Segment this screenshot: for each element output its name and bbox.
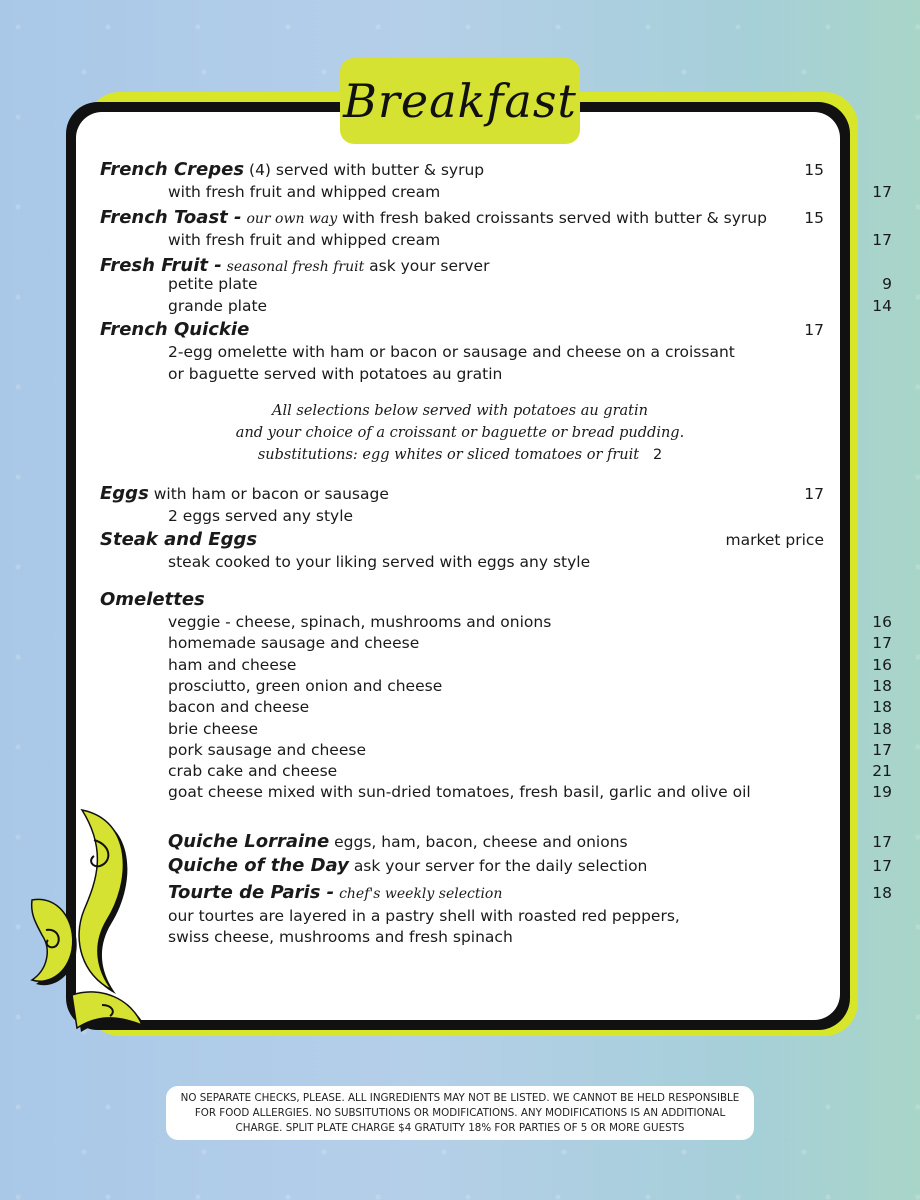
- item-price: 18: [872, 884, 892, 902]
- disclaimer-box: [166, 1086, 754, 1140]
- disclaimer-line: CHARGE. SPLIT PLATE CHARGE $4 GRATUITY 18% FOR PARTIES OF 5 OR MORE GUESTS: [235, 1122, 685, 1134]
- item-name: Eggs: [100, 483, 149, 504]
- item-script: seasonal fresh fruit: [226, 259, 365, 275]
- omelette-item: [100, 719, 892, 739]
- omelette-label: brie cheese: [168, 719, 259, 738]
- item-desc: ask your server for the daily selection: [353, 857, 648, 875]
- omelette-price: 18: [872, 698, 892, 717]
- omelettes-heading: [100, 590, 824, 610]
- omelette-item: [100, 655, 892, 675]
- omelette-label: crab cake and cheese: [168, 762, 338, 781]
- omelette-label: pork sausage and cheese: [168, 740, 366, 759]
- item-name: Steak and Eggs: [100, 529, 258, 550]
- substitutions-price: 2: [652, 447, 663, 463]
- item-script: chef's weekly selection: [339, 886, 503, 902]
- item-desc: (4) served with butter & syrup: [249, 161, 485, 179]
- menu-subitem: [100, 296, 892, 316]
- menu-item-french-toast: [100, 208, 824, 229]
- item-description-line: swiss cheese, mushrooms and fresh spinach: [168, 928, 513, 946]
- menu-item-quiche-of-the-day: [100, 856, 892, 876]
- item-name: Fresh Fruit -: [100, 255, 222, 276]
- menu-subitem: [100, 274, 892, 294]
- item-description-line: or baguette served with potatoes au gratin: [168, 365, 503, 383]
- menu-item-tourte-de-paris: [100, 883, 892, 904]
- item-desc: ask your server: [369, 257, 490, 275]
- item-description-line: our tourtes are layered in a pastry shell with roasted red peppers,: [168, 907, 680, 925]
- item-description-line: 2 eggs served any style: [168, 507, 354, 525]
- menu-subitem: [100, 182, 892, 202]
- selection-note-substitutions: [180, 444, 740, 466]
- selection-note-line: All selections below served with potatoes au gratin: [272, 403, 648, 419]
- item-price: 17: [804, 485, 824, 503]
- fleur-de-lis-ornament: [12, 800, 162, 1040]
- omelette-label: prosciutto, green onion and cheese: [168, 676, 443, 695]
- omelette-label: bacon and cheese: [168, 698, 310, 717]
- substitutions-text: substitutions: egg whites or sliced tomatoes or fruit: [257, 447, 640, 463]
- item-name: French Quickie: [100, 319, 250, 340]
- item-name: Tourte de Paris -: [168, 882, 335, 903]
- omelette-item: [100, 633, 892, 653]
- subitem-price: 17: [872, 183, 892, 201]
- item-name: French Crepes: [100, 159, 245, 180]
- omelette-item: [100, 761, 892, 781]
- subitem-price: 9: [882, 275, 892, 293]
- section-heading: Omelettes: [100, 589, 205, 610]
- page-title: Breakfast: [343, 74, 577, 128]
- item-description-line: steak cooked to your liking served with eggs any style: [168, 553, 591, 571]
- item-script: our own way: [246, 211, 338, 227]
- item-name: Quiche Lorraine: [168, 831, 330, 852]
- omelette-item: [100, 612, 892, 632]
- disclaimer-line: FOR FOOD ALLERGIES. NO SUBSITUTIONS OR MODIFICATIONS. ANY MODIFICATIONS IS AN ADDITIONAL: [194, 1107, 726, 1119]
- subitem-label: with fresh fruit and whipped cream: [168, 183, 441, 201]
- omelette-item: [100, 697, 892, 717]
- title-tab: [340, 58, 580, 144]
- selection-note-line: and your choice of a croissant or baguette or bread pudding.: [235, 425, 685, 441]
- menu-item-eggs: [100, 484, 824, 504]
- omelette-label: homemade sausage and cheese: [168, 634, 420, 653]
- item-desc: eggs, ham, bacon, cheese and onions: [334, 833, 628, 851]
- item-price: 15: [804, 161, 824, 179]
- item-price: 17: [872, 833, 892, 851]
- menu-item-quiche-lorraine: [100, 832, 892, 852]
- menu-item-french-crepes: [100, 160, 824, 180]
- subitem-price: 17: [872, 231, 892, 249]
- omelette-price: 21: [872, 762, 892, 781]
- omelette-price: 16: [872, 655, 892, 674]
- disclaimer-line: NO SEPARATE CHECKS, PLEASE. ALL INGREDIENTS MAY NOT BE LISTED. WE CANNOT BE HELD RESPONSIBLE: [180, 1092, 740, 1104]
- item-price: 17: [872, 857, 892, 875]
- item-name: French Toast -: [100, 207, 242, 228]
- omelette-item: [100, 740, 892, 760]
- menu-subitem: [100, 230, 892, 250]
- omelette-price: 17: [872, 740, 892, 759]
- subitem-label: petite plate: [168, 275, 258, 293]
- omelette-price: 18: [872, 676, 892, 695]
- item-name: Quiche of the Day: [168, 855, 349, 876]
- omelette-price: 17: [872, 634, 892, 653]
- subitem-label: with fresh fruit and whipped cream: [168, 231, 441, 249]
- menu-item-french-quickie: [100, 320, 824, 340]
- item-desc: with fresh baked croissants served with butter & syrup: [342, 209, 767, 227]
- menu-item-steak-and-eggs: [100, 530, 824, 550]
- omelette-label: ham and cheese: [168, 655, 297, 674]
- item-price: 15: [804, 209, 824, 227]
- item-price: 17: [804, 321, 824, 339]
- omelette-item: [100, 782, 892, 802]
- omelette-label: goat cheese mixed with sun-dried tomatoes, fresh basil, garlic and olive oil: [168, 783, 751, 802]
- subitem-label: grande plate: [168, 297, 268, 315]
- omelette-price: 16: [872, 613, 892, 631]
- omelette-price: 19: [872, 783, 892, 802]
- omelette-label: veggie - cheese, spinach, mushrooms and onions: [168, 613, 552, 631]
- omelette-item: [100, 676, 892, 696]
- item-price: market price: [725, 531, 824, 549]
- item-desc: with ham or bacon or sausage: [153, 485, 389, 503]
- omelette-price: 18: [872, 719, 892, 738]
- item-description-line: 2-egg omelette with ham or bacon or sausage and cheese on a croissant: [168, 343, 735, 361]
- subitem-price: 14: [872, 297, 892, 315]
